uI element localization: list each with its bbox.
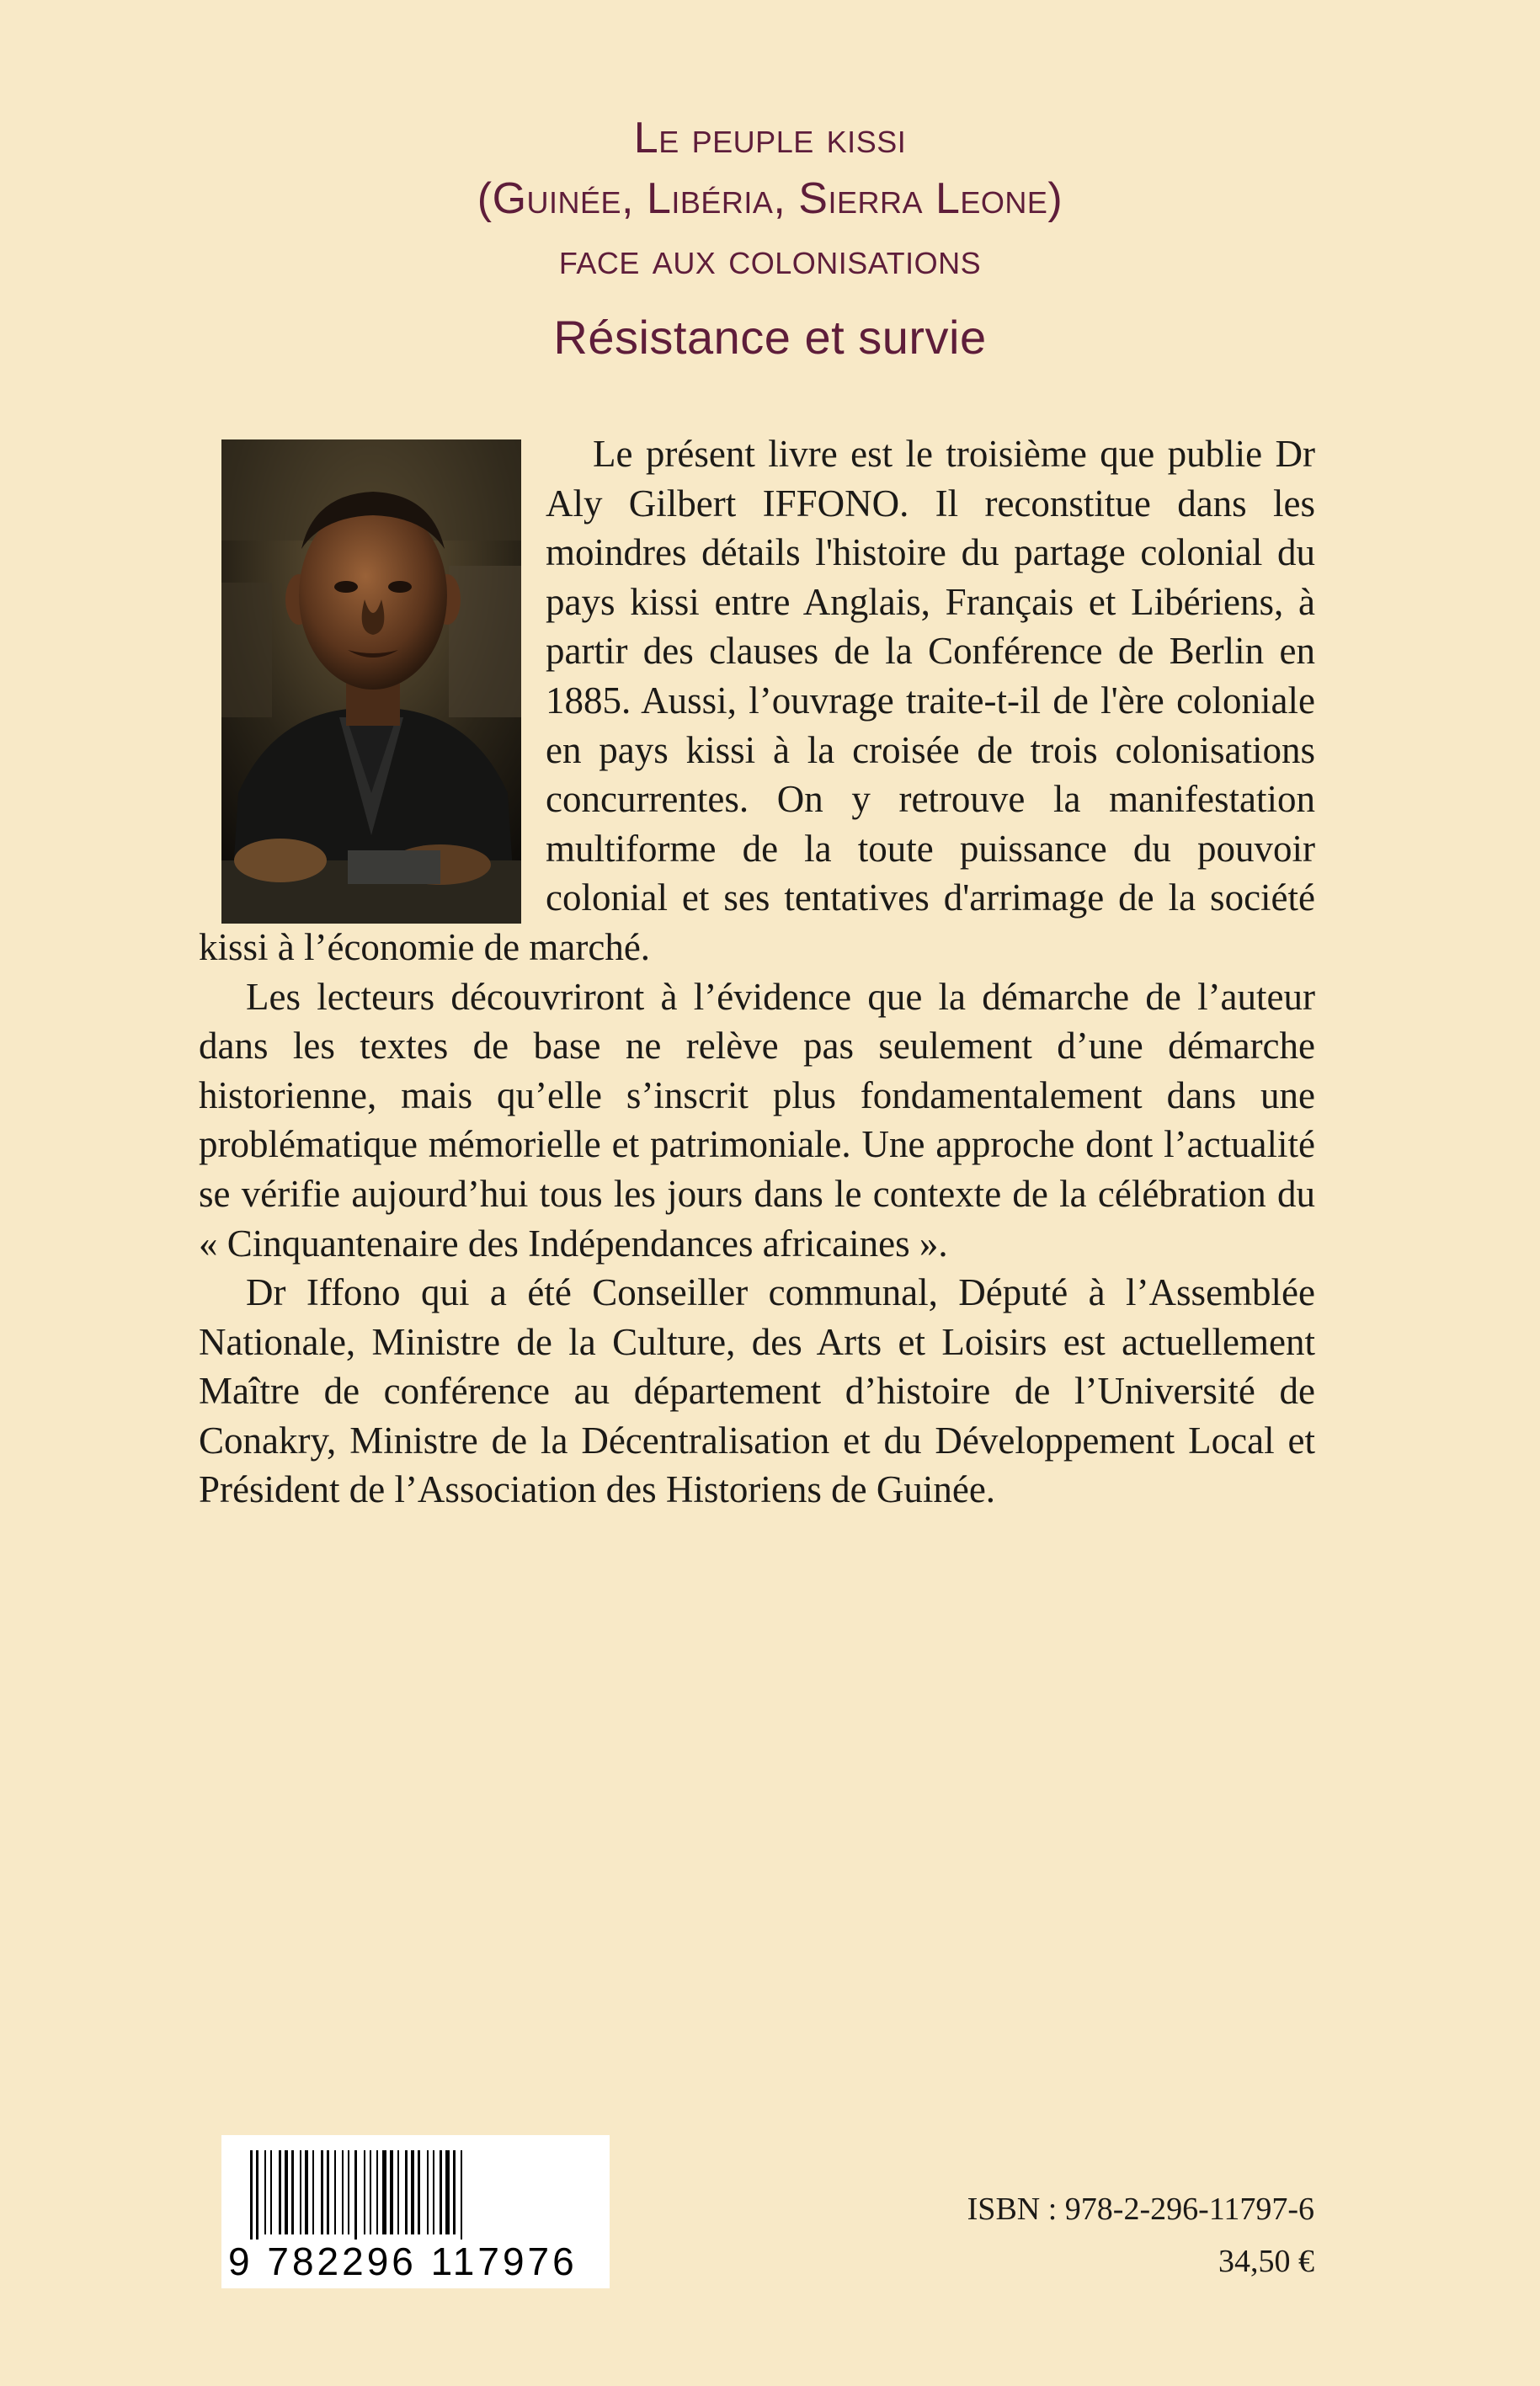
barcode-digits: 9 782296 117976 xyxy=(228,2240,578,2283)
description-paragraph-3: Dr Iffono qui a été Conseiller communal, Député à l’Assemblée Nationale, Ministre de la Culture, des Arts et Loisirs est actuellement Maître de conférence au département d’histoire de l’Université de Conakry, Ministre de la Décentralisation et du Développement Local et Président de l’Association des Historiens de Guinée. xyxy=(199,1271,1315,1511)
isbn: ISBN : 978-2-296-11797-6 xyxy=(967,2192,1314,2227)
photo-spacer xyxy=(199,429,546,922)
title-line-1: Le peuple kissi xyxy=(633,114,907,162)
title-line-3: face aux colonisations xyxy=(558,235,982,284)
subtitle: Résistance et survie xyxy=(553,311,987,364)
title-line-2: (Guinée, Libéria, Sierra Leone) xyxy=(477,174,1063,223)
cover-title-block xyxy=(0,108,1540,367)
book-description xyxy=(199,429,1315,1515)
barcode-icon xyxy=(221,2135,610,2240)
price: 34,50 € xyxy=(1218,2244,1314,2279)
description-paragraph-2: Les lecteurs découvriront à l’évidence que la démarche de l’auteur dans les textes de base ne relève pas seulement d’une démarche historienne, mais qu’elle s’inscrit plus fondamentalement dans une problématique mémorielle et patrimoniale. Une approche dont l’actualité se vérifie aujourd’hui tous les jours dans le contexte de la célébration du « Cinquantenaire des Indépendances africaines ». xyxy=(199,975,1315,1265)
description-paragraph-1: Le présent livre est le troisième que publie Dr Aly Gilbert IFFONO. Il reconstitue dans les moindres détails l'histoire du partage colonial du pays kissi entre Anglais, Français et Libériens, à partir des clauses de la Conférence de Berlin en 1885. Aussi, l’ouvrage traite-t-il de l'ère coloniale en pays kissi à la croisée de trois colonisations concurrentes. On y retrouve la manifestation multiforme de la toute puissance du pouvoir colonial et ses tentatives d'arrimage de la société kissi à l’économie de marché. xyxy=(199,433,1315,968)
barcode xyxy=(221,2135,610,2288)
